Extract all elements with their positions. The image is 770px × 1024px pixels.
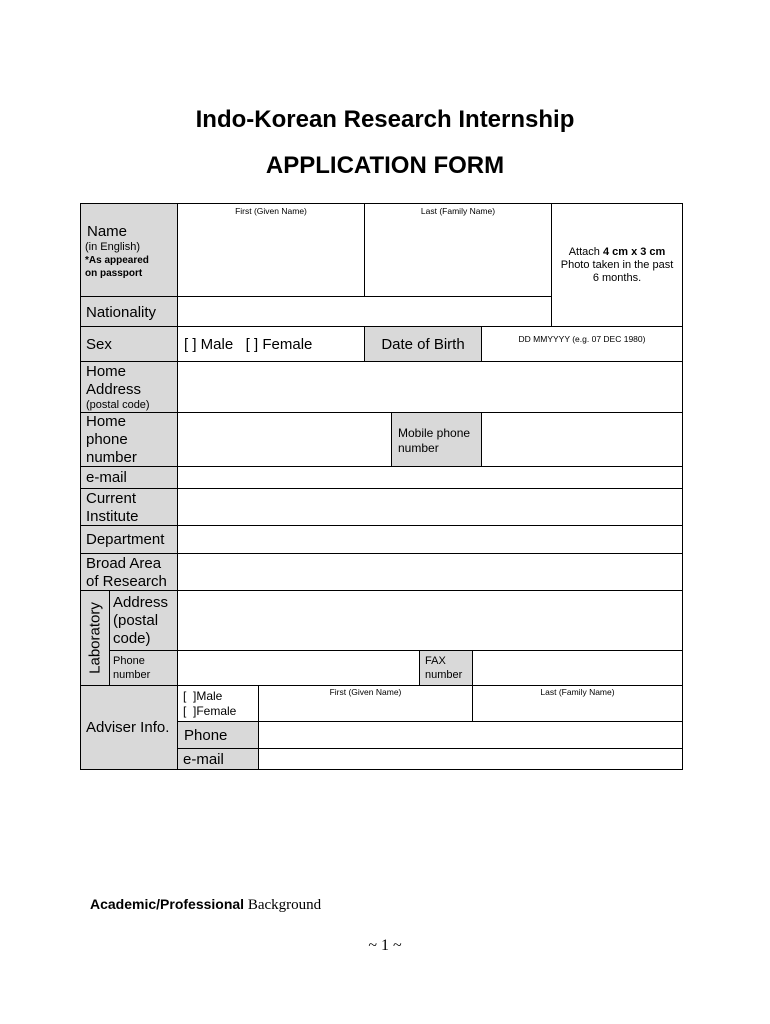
laboratory-vertical-label: Laboratory [86,602,104,674]
nationality-field[interactable] [177,296,552,327]
mobile-l1: Mobile phone [398,426,471,440]
email-field[interactable] [177,466,683,489]
form-title: Indo-Korean Research Internship [195,106,575,133]
adviser-first-name-hint: First (Given Name) [329,687,402,697]
nationality-label: Nationality [86,304,157,321]
email-label: e-mail [86,469,127,486]
laboratory-label-cell [80,590,110,686]
mobile-l2: number [398,441,439,455]
photo-box[interactable] [551,203,683,327]
institute-l2: Institute [86,508,139,525]
lab-address-l2: (postal [113,612,159,629]
adviser-phone-field[interactable] [258,721,683,749]
dob-label: Date of Birth [381,336,465,353]
home-phone-l2: phone [86,431,128,448]
adviser-last-name-hint: Last (Family Name) [540,687,615,697]
home-address-l1: Home [86,363,127,380]
sex-options-cell[interactable] [177,326,365,362]
section-heading-rest: Background [244,897,322,913]
photo-line3: 6 months. [592,272,642,284]
adviser-female-option[interactable]: [ ]Female [183,704,237,718]
lab-phone-l2: number [113,669,151,681]
mobile-field[interactable] [481,412,683,467]
adviser-phone-label-cell [177,721,259,749]
fax-field[interactable] [472,650,683,686]
adviser-first-name-field[interactable] [258,685,473,722]
section-heading-bold: Academic/Professional [90,896,245,912]
sex-label: Sex [86,336,112,353]
adviser-phone-label: Phone [184,727,228,744]
lab-phone-l1: Phone [113,655,145,667]
last-name-field[interactable] [364,203,552,297]
photo-instructions [552,246,682,285]
adviser-last-name-field[interactable] [472,685,683,722]
home-phone-l1: Home [86,413,127,430]
name-sub-passport1: *As appeared [85,255,149,266]
dob-label-cell [364,326,482,362]
name-sub-passport2: on passport [85,268,143,279]
research-field[interactable] [177,553,683,591]
department-label-cell [80,525,178,554]
sex-label-cell [80,326,178,362]
adviser-email-label-cell [177,748,259,770]
home-phone-label-cell [80,412,178,467]
home-address-l2: Address [86,381,142,398]
first-name-hint: First (Given Name) [235,206,307,216]
department-label: Department [86,531,165,548]
lab-address-label-cell [109,590,178,651]
photo-size-text: 4 cm x 3 cm [602,246,666,258]
lab-address-field[interactable] [177,590,683,651]
adviser-label-cell [80,685,178,770]
adviser-sex-cell[interactable] [177,685,259,722]
home-phone-field[interactable] [177,412,392,467]
name-label: Name [87,223,128,240]
research-l1: Broad Area [86,555,162,572]
department-field[interactable] [177,525,683,554]
home-address-l3: (postal code) [86,399,150,411]
lab-address-l1: Address [113,594,169,611]
sex-options[interactable]: [ ] Male [ ] Female [184,336,313,353]
page-number: ~ 1 ~ [368,937,402,954]
fax-l1: FAX [425,655,446,667]
research-l2: of Research [86,573,167,590]
research-label-cell [80,553,178,591]
lab-phone-field[interactable] [177,650,420,686]
adviser-email-field[interactable] [258,748,683,770]
name-sub-english: (in English) [85,241,141,253]
adviser-label: Adviser Info. [86,719,170,736]
photo-attach-text: Attach [568,246,603,258]
first-name-field[interactable] [177,203,365,297]
last-name-hint: Last (Family Name) [420,206,496,216]
home-address-field[interactable] [177,361,683,413]
email-label-cell [80,466,178,489]
form-subtitle: APPLICATION FORM [265,152,505,179]
home-address-label-cell [80,361,178,413]
home-phone-l3: number [86,449,137,466]
dob-hint: DD MMYYYY (e.g. 07 DEC 1980) [518,334,646,344]
lab-address-l3: code) [113,630,151,647]
name-label-cell [80,203,178,297]
photo-line2: Photo taken in the past [560,259,674,271]
institute-field[interactable] [177,488,683,526]
mobile-label-cell [391,412,482,467]
adviser-email-label: e-mail [183,751,224,768]
lab-phone-label-cell [109,650,178,686]
adviser-male-option[interactable]: [ ]Male [183,689,223,703]
nationality-label-cell [80,296,178,327]
fax-label-cell [419,650,473,686]
section-heading-background [90,896,321,914]
institute-l1: Current [86,490,137,507]
fax-l2: number [425,669,463,681]
institute-label-cell [80,488,178,526]
dob-field[interactable] [481,326,683,362]
